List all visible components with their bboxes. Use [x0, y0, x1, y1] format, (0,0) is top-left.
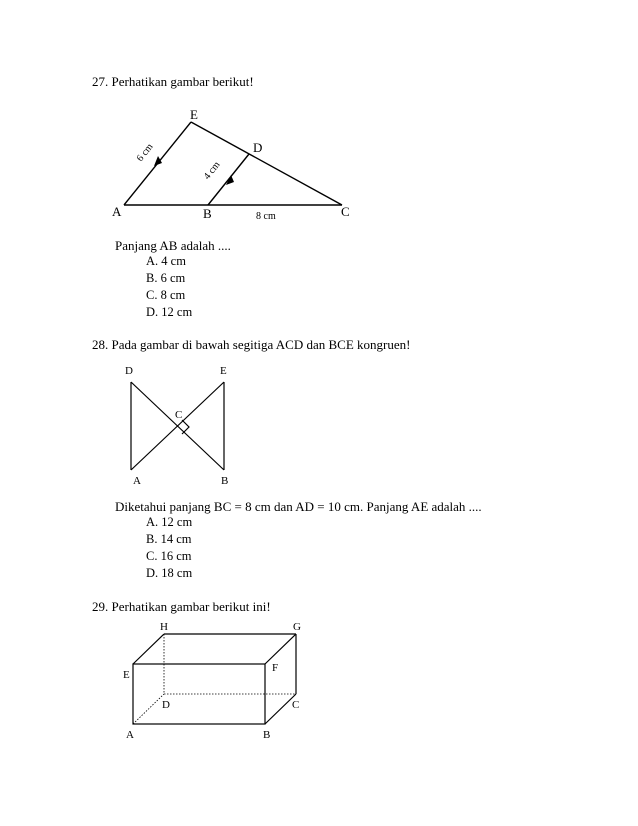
q27-question: Panjang AB adalah .... — [115, 238, 231, 253]
q29-label-D: D — [162, 699, 170, 711]
q29-label-A: A — [126, 729, 134, 741]
q28-option-a[interactable]: A. 12 cm — [146, 515, 193, 529]
q28-label-E: E — [220, 365, 227, 377]
q28-label-D: D — [125, 365, 133, 377]
q29-label-F: F — [272, 662, 279, 674]
q29-edge-FG — [265, 634, 296, 664]
q29-edge-EH — [133, 634, 164, 664]
q27-title: 27. Perhatikan gambar berikut! — [92, 74, 254, 89]
q29-label-C: C — [292, 699, 300, 711]
q28-label-C: C — [175, 409, 183, 421]
q27-arrow-AE — [154, 156, 162, 166]
q29-label-H: H — [160, 621, 168, 633]
q28-label-A: A — [133, 475, 141, 487]
q28-option-d[interactable]: D. 18 cm — [146, 566, 193, 580]
q27-length-BD: 4 cm — [201, 159, 223, 182]
q27-length-AE: 6 cm — [134, 141, 156, 164]
q28-label-B: B — [221, 475, 229, 487]
q27-length-BC: 8 cm — [256, 211, 276, 222]
q27-option-b[interactable]: B. 6 cm — [146, 271, 186, 285]
q27-label-E: E — [190, 107, 198, 122]
q27-label-D: D — [253, 140, 263, 155]
q29-label-B: B — [263, 729, 271, 741]
q29-edge-AD — [133, 694, 164, 724]
q29-label-G: G — [293, 621, 301, 633]
q28-option-b[interactable]: B. 14 cm — [146, 532, 192, 546]
q27-label-A: A — [112, 204, 122, 219]
q27-label-B: B — [203, 206, 212, 221]
q28-figure — [131, 382, 224, 470]
q29-title: 29. Perhatikan gambar berikut ini! — [92, 599, 271, 614]
q27-figure — [124, 122, 342, 205]
q28-option-c[interactable]: C. 16 cm — [146, 549, 192, 563]
q29-figure — [133, 634, 296, 724]
q29-hidden-edges — [133, 634, 296, 724]
q29-label-E: E — [123, 669, 130, 681]
q27-option-c[interactable]: C. 8 cm — [146, 288, 186, 302]
q28-question: Diketahui panjang BC = 8 cm dan AD = 10 cm. Panjang AE adalah .... — [115, 499, 482, 514]
q27-option-a[interactable]: A. 4 cm — [146, 254, 186, 268]
q28-title: 28. Pada gambar di bawah segitiga ACD dan BCE kongruen! — [92, 337, 411, 352]
q27-label-C: C — [341, 204, 350, 219]
q27-option-d[interactable]: D. 12 cm — [146, 305, 193, 319]
